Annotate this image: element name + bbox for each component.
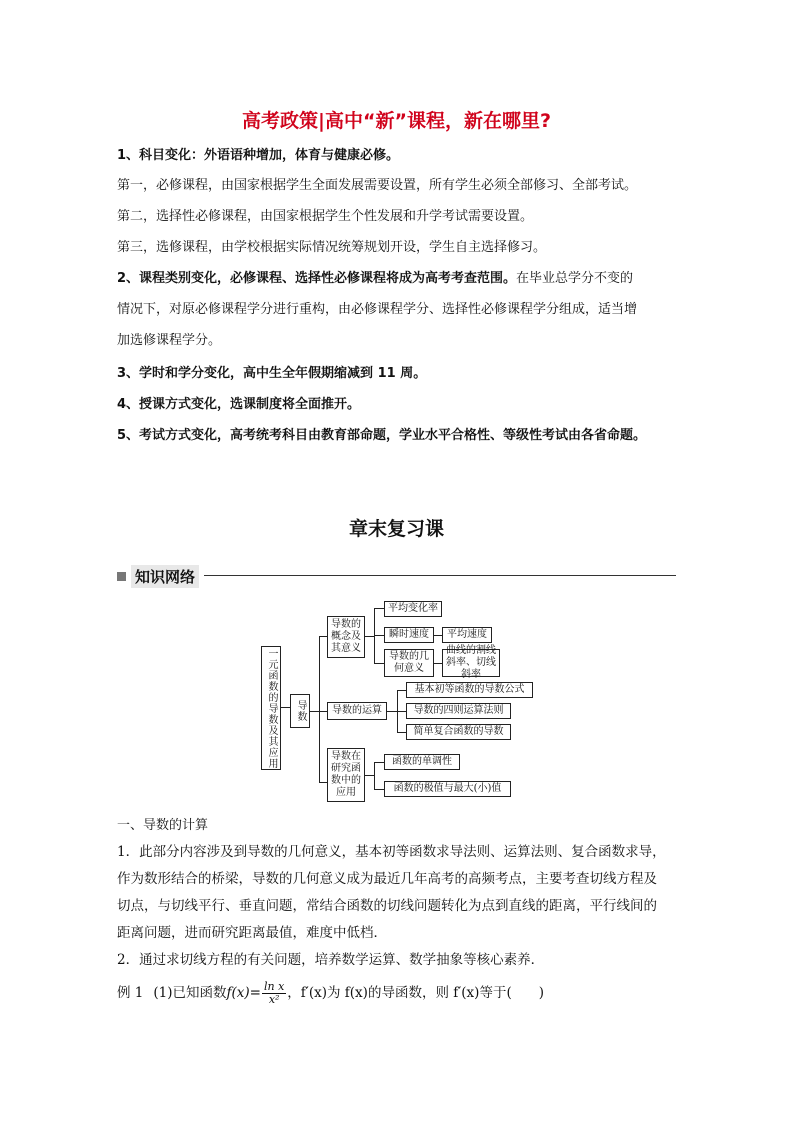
map-branch-1-b1: 平均速度 (442, 627, 492, 643)
fraction-numerator: ln x (263, 980, 285, 993)
map-branch-3: 导数在研究函数中的应用 (327, 748, 365, 802)
body-para-2: 2．通过求切线方程的有关问题，培养数学运算、数学抽象等核心素养． (117, 952, 545, 968)
policy-item-4: 4、授课方式变化，选课制度将全面推开。 (117, 397, 361, 412)
policy-item-3: 3、学时和学分变化，高中生全年假期缩减到 11 周。 (117, 366, 427, 381)
section-heading-1: 一、导数的计算 (117, 818, 209, 833)
policy-item-5: 5、考试方式变化，高考统考科目由教育部命题，学业水平合格性、等级性考试由各省命题。 (117, 428, 647, 443)
policy-item-2-line-1 (117, 269, 633, 289)
policy-item-2-rest: 在毕业总学分不变的 (516, 271, 634, 286)
example-1 (117, 980, 544, 1007)
map-branch-1-c: 导数的几何意义 (384, 649, 434, 677)
body-para-1-line-4: 距离问题，进而研究距离最值，难度中低档． (117, 925, 387, 941)
map-branch-2: 导数的运算 (327, 702, 387, 720)
chapter-title: 章末复习课 (348, 518, 444, 540)
example-fraction (262, 981, 286, 1006)
square-bullet-icon (117, 572, 126, 581)
map-center: 导数 (290, 694, 310, 728)
map-root: 一元函数的导数及其应用 (261, 646, 281, 770)
policy-item-2-line-2: 情况下，对原必修课程学分进行重构，由必修课程学分、选择性必修课程学分组成，适当增 (117, 302, 638, 317)
map-branch-1: 导数的概念及其意义 (327, 616, 365, 658)
fraction-denominator: x² (268, 993, 280, 1006)
policy-item-2-bold: 2、课程类别变化，必修课程、选择性必修课程将成为高考考查范围。 (117, 271, 517, 286)
example-fx: f(x)= (226, 985, 261, 1001)
map-branch-2-a: 基本初等函数的导数公式 (406, 682, 533, 698)
policy-item-1-para-1: 第一，必修课程，由国家根据学生全面发展需要设置，所有学生必须全部修习、全部考试。 (117, 178, 638, 193)
policy-item-1: 1、科目变化：外语语种增加，体育与健康必修。 (117, 148, 400, 163)
map-branch-2-c: 简单复合函数的导数 (406, 724, 511, 740)
knowledge-map (258, 598, 538, 798)
map-branch-1-a: 平均变化率 (384, 601, 442, 617)
policy-item-1-para-3: 第三，选修课程，由学校根据实际情况统筹规划开设，学生自主选择修习。 (117, 240, 547, 255)
policy-title: 高考政策|高中“新”课程，新在哪里? (242, 110, 551, 132)
policy-item-1-para-2: 第二，选择性必修课程，由国家根据学生个性发展和升学考试需要设置。 (117, 209, 534, 224)
map-branch-1-c1: 曲线的割线斜率、切线斜率 (442, 649, 500, 677)
example-rest: ，f′(x)为 f(x)的导函数，则 f′(x)等于( ) (287, 985, 544, 1001)
policy-item-2-line-3: 加选修课程学分。 (117, 333, 222, 348)
map-branch-1-b: 瞬时速度 (384, 627, 434, 643)
body-para-1-line-1: 1．此部分内容涉及到导数的几何意义，基本初等函数求导法则、运算法则、复合函数求导， (117, 844, 666, 860)
section-header (117, 565, 199, 587)
example-label: 例 1 (117, 985, 144, 1001)
map-branch-3-b: 函数的极值与最大(小)值 (384, 781, 511, 797)
map-branch-3-a: 函数的单调性 (384, 754, 460, 770)
section-label: 知识网络 (131, 565, 199, 588)
body-para-1-line-3: 切点，与切线平行、垂直问题，常结合函数的切线问题转化为点到直线的距离，平行线间的 (117, 898, 657, 914)
body-para-1-line-2: 作为数形结合的桥梁，导数的几何意义成为最近几年高考的高频考点，主要考查切线方程及 (117, 871, 657, 887)
section-rule (204, 575, 676, 576)
example-part: (1)已知函数 (153, 985, 227, 1001)
map-branch-2-b: 导数的四则运算法则 (406, 703, 511, 719)
